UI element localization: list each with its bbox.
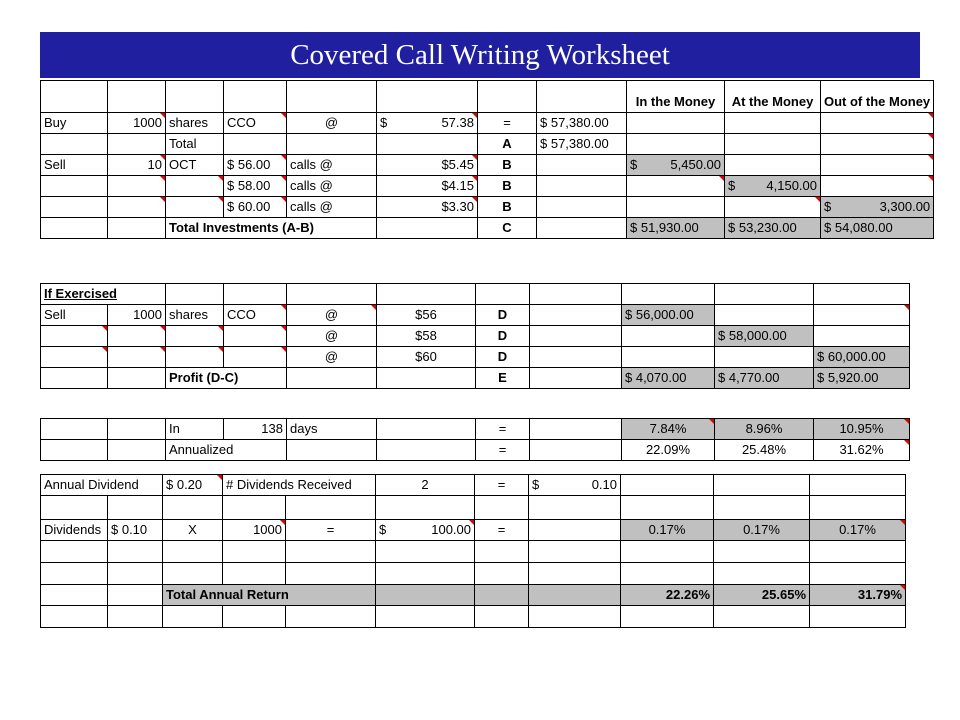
period-eq: = [476, 419, 530, 440]
exercised-row-3 [41, 347, 910, 368]
dividend-eq-2: = [286, 520, 376, 541]
dividend-pct-itm-cell[interactable]: 0.17% [621, 520, 714, 541]
period-atm-cell[interactable]: 8.96% [715, 419, 814, 440]
exercised-row-2 [41, 326, 910, 347]
purchase-section [40, 80, 934, 239]
buy-at-cell[interactable]: @ [287, 113, 377, 134]
annual-dividend-label: Annual Dividend [41, 475, 163, 496]
exercised-at-2-cell[interactable]: @ [287, 326, 377, 347]
exercised-qty-cell[interactable]: 1000 [108, 305, 166, 326]
dividend-pct-atm-cell[interactable]: 0.17% [714, 520, 810, 541]
exercised-price-2-cell[interactable]: $58 [377, 326, 476, 347]
annualized-itm-cell[interactable]: 22.09% [622, 440, 715, 461]
column-header-row [41, 81, 934, 113]
sell-premium-3-cell[interactable]: $3.30 [377, 197, 478, 218]
exercised-otm-value-cell[interactable]: $ 60,000.00 [814, 347, 910, 368]
dividend-shares-cell[interactable]: 1000 [223, 520, 286, 541]
profit-row [41, 368, 910, 389]
sell-calls-3-cell[interactable]: calls @ [287, 197, 377, 218]
sell-letter-1: B [478, 155, 537, 176]
exercised-ticker-cell[interactable]: CCO [224, 305, 287, 326]
profit-atm-cell[interactable]: $ 4,770.00 [715, 368, 814, 389]
exercised-letter-1: D [476, 305, 530, 326]
annual-dividend-row [41, 475, 906, 496]
dividend-per-cell[interactable]: $ 0.10 [529, 475, 621, 496]
header-at-the-money: At the Money [725, 81, 821, 113]
buy-eq-cell[interactable]: = [478, 113, 537, 134]
dividends-label: Dividends [41, 520, 108, 541]
days-number-cell[interactable]: 138 [224, 419, 287, 440]
header-in-the-money: In the Money [627, 81, 725, 113]
sell-month-cell[interactable]: OCT [166, 155, 224, 176]
annualized-row [41, 440, 910, 461]
exercised-itm-value-cell[interactable]: $ 56,000.00 [622, 305, 715, 326]
dividend-pct-otm-cell[interactable]: 0.17% [810, 520, 906, 541]
exercised-at-1-cell[interactable]: @ [287, 305, 377, 326]
dividend-eq-1: = [475, 475, 529, 496]
total-annual-return-label: Total Annual Return [163, 585, 376, 606]
total-value-cell[interactable]: $ 57,380.00 [537, 134, 627, 155]
exercised-price-1-cell[interactable]: $56 [377, 305, 476, 326]
total-inv-atm-cell[interactable]: $ 53,230.00 [725, 218, 821, 239]
exercised-letter-2: D [476, 326, 530, 347]
total-letter: A [478, 134, 537, 155]
dividends-received-cell[interactable]: 2 [376, 475, 475, 496]
total-annual-return-row [41, 585, 906, 606]
total-inv-otm-cell[interactable]: $ 54,080.00 [821, 218, 934, 239]
exercised-section [40, 283, 910, 389]
sell-calls-1-cell[interactable]: calls @ [287, 155, 377, 176]
total-label: Total [166, 134, 224, 155]
buy-label[interactable]: Buy [41, 113, 108, 134]
profit-otm-cell[interactable]: $ 5,920.00 [814, 368, 910, 389]
if-exercised-heading: If Exercised [41, 284, 166, 305]
buy-ticker-cell[interactable]: CCO [224, 113, 287, 134]
period-otm-cell[interactable]: 10.95% [814, 419, 910, 440]
period-section [40, 418, 910, 461]
exercised-at-3-cell[interactable]: @ [287, 347, 377, 368]
exercised-price-3-cell[interactable]: $60 [377, 347, 476, 368]
dividend-x: X [163, 520, 223, 541]
days-label: days [287, 419, 377, 440]
period-row [41, 419, 910, 440]
dividends-row [41, 520, 906, 541]
profit-label: Profit (D-C) [166, 368, 287, 389]
buy-unit-cell[interactable]: shares [166, 113, 224, 134]
header-out-of-the-money: Out of the Money [821, 81, 934, 113]
exercised-letter-3: D [476, 347, 530, 368]
sell-calls-2-cell[interactable]: calls @ [287, 176, 377, 197]
buy-total-cell[interactable]: $ 57,380.00 [537, 113, 627, 134]
exercised-table [40, 283, 910, 389]
sell-strike-3-cell[interactable]: $ 60.00 [224, 197, 287, 218]
profit-letter: E [476, 368, 530, 389]
sell-letter-2: B [478, 176, 537, 197]
in-label: In [166, 419, 224, 440]
exercised-unit-cell[interactable]: shares [166, 305, 224, 326]
sell-itm-value-cell[interactable]: $ 5,450.00 [627, 155, 725, 176]
dividends-received-label: # Dividends Received [223, 475, 376, 496]
buy-price-cell[interactable]: $ 57.38 [377, 113, 478, 134]
annualized-atm-cell[interactable]: 25.48% [715, 440, 814, 461]
sell-otm-value-cell[interactable]: $ 3,300.00 [821, 197, 934, 218]
sell-row-3 [41, 197, 934, 218]
total-row [41, 134, 934, 155]
sell-strike-2-cell[interactable]: $ 58.00 [224, 176, 287, 197]
dividend-section [40, 474, 906, 628]
sell-strike-1-cell[interactable]: $ 56.00 [224, 155, 287, 176]
sell-premium-2-cell[interactable]: $4.15 [377, 176, 478, 197]
sell-row-2 [41, 176, 934, 197]
dividend-amount-cell[interactable]: $ 0.10 [108, 520, 163, 541]
exercised-sell-label[interactable]: Sell [41, 305, 108, 326]
profit-itm-cell[interactable]: $ 4,070.00 [622, 368, 715, 389]
exercised-heading-row [41, 284, 910, 305]
purchase-table [40, 80, 934, 239]
sell-letter-3: B [478, 197, 537, 218]
total-investments-letter: C [478, 218, 537, 239]
sell-label[interactable]: Sell [41, 155, 108, 176]
annualized-label: Annualized [166, 440, 287, 461]
total-investments-label: Total Investments (A-B) [166, 218, 377, 239]
total-investments-row [41, 218, 934, 239]
dividend-table [40, 474, 906, 628]
period-itm-cell[interactable]: 7.84% [622, 419, 715, 440]
total-return-otm-cell[interactable]: 31.79% [810, 585, 906, 606]
sell-atm-value-cell[interactable]: $ 4,150.00 [725, 176, 821, 197]
annualized-eq: = [476, 440, 530, 461]
annualized-otm-cell[interactable]: 31.62% [814, 440, 910, 461]
sell-qty-cell[interactable]: 10 [108, 155, 166, 176]
dividend-eq-3: = [475, 520, 529, 541]
sell-row-1 [41, 155, 934, 176]
exercised-row-1 [41, 305, 910, 326]
total-return-itm-cell[interactable]: 22.26% [621, 585, 714, 606]
total-inv-itm-cell[interactable]: $ 51,930.00 [627, 218, 725, 239]
annual-dividend-value-cell[interactable]: $ 0.20 [163, 475, 223, 496]
dividend-total-cell[interactable]: $ 100.00 [376, 520, 475, 541]
sell-premium-1-cell[interactable]: $5.45 [377, 155, 478, 176]
exercised-atm-value-cell[interactable]: $ 58,000.00 [715, 326, 814, 347]
buy-row [41, 113, 934, 134]
worksheet-title: Covered Call Writing Worksheet [40, 32, 920, 78]
total-return-atm-cell[interactable]: 25.65% [714, 585, 810, 606]
buy-qty-cell[interactable]: 1000 [108, 113, 166, 134]
period-table [40, 418, 910, 461]
